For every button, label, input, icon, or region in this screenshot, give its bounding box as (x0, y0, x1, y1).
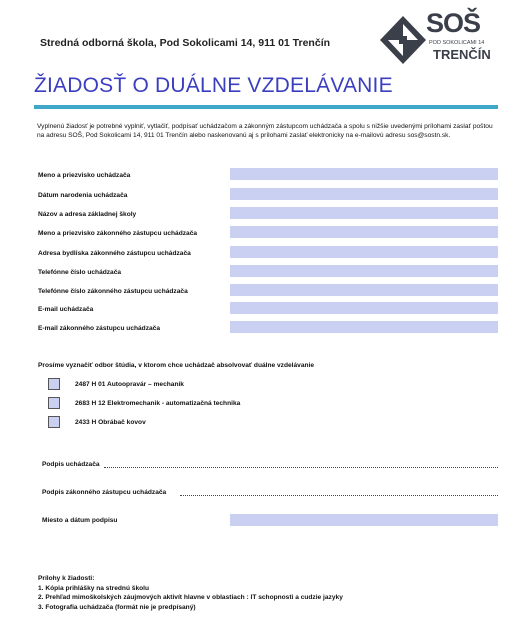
guardian-signature-line[interactable] (180, 495, 498, 496)
field-label-applicant-email: E-mail uchádzača (38, 306, 94, 313)
field-label-guardian-phone: Telefónne číslo zákonného zástupcu uchádzača (38, 288, 188, 295)
study-field-prompt: Prosíme vyznačiť odbor štúdia, v ktorom chce uchádzač absolvovať duálne vzdelávanie (38, 362, 315, 369)
school-logo (378, 10, 496, 68)
guardian-name-field[interactable] (230, 226, 498, 238)
field-label-applicant-phone: Telefónne číslo uchádzača (38, 269, 122, 276)
study-option-label: 2487 H 01 Autoopravár – mechanik (75, 381, 184, 388)
guardian-address-field[interactable] (230, 246, 498, 258)
logo-abbr: SOŠ (426, 8, 481, 38)
attachments-title: Prílohy k žiadosti: (38, 575, 95, 582)
place-date-label: Miesto a dátum podpisu (42, 517, 118, 524)
field-label-school: Názov a adresa základnej školy (38, 211, 137, 218)
applicant-email-field[interactable] (230, 302, 498, 314)
study-option-label: 2683 H 12 Elektromechanik - automatizačná technika (75, 400, 241, 407)
applicant-signature-label: Podpis uchádzača (42, 461, 100, 468)
attachment-item: 3. Fotografia uchádzača (formát nie je predpísaný) (38, 603, 196, 611)
guardian-signature-label: Podpis zákonného zástupcu uchádzača (42, 489, 167, 496)
title-divider (34, 105, 498, 109)
place-date-field[interactable] (230, 514, 498, 526)
form-title: ŽIADOSŤ O DUÁLNE VZDELÁVANIE (34, 74, 393, 97)
guardian-phone-field[interactable] (230, 284, 498, 296)
field-label-guardian-name: Meno a priezvisko zákonného zástupcu uchádzača (38, 230, 198, 237)
field-label-applicant-name: Meno a priezvisko uchádzača (38, 172, 131, 179)
field-label-guardian-address: Adresa bydliska zákonného zástupcu uchádzača (38, 250, 191, 257)
logo-subtitle: POD SOKOLICAMI 14 (429, 40, 485, 46)
logo-city: TRENČÍN (433, 47, 491, 62)
field-label-birth-date: Dátum narodenia uchádzača (38, 192, 128, 199)
study-option-label: 2433 H Obrábač kovov (75, 419, 146, 426)
attachments-list (38, 574, 343, 612)
guardian-email-field[interactable] (230, 321, 498, 333)
school-address: Stredná odborná škola, Pod Sokolicami 14, 911 01 Trenčín (40, 37, 331, 49)
field-label-guardian-email: E-mail zákonného zástupcu uchádzača (38, 325, 161, 332)
applicant-name-field[interactable] (230, 168, 498, 180)
study-option-checkbox-autoopravar[interactable] (48, 378, 60, 390)
logo-emblem-icon (378, 14, 428, 66)
attachment-item: 2. Prehľad mimoškolských záujmových aktivít hlavne v oblastiach : IT schopnosti a cudzie jazyky (38, 594, 343, 602)
form-instructions: Vyplnenú žiadosť je potrebné vyplniť, vytlačiť, podpísať uchádzačom a zákonným zástupcom uchádzača a spolu s nižšie uvedenými prílohami zaslať poštou na adresu SOŠ, Pod Sokolicami 14, 911 01 Trenčín alebo naskenovanú aj s prílohami zaslať elektronicky na e-mailovú adresu sos@sostn.sk. (37, 123, 493, 140)
applicant-signature-line[interactable] (104, 467, 498, 468)
study-option-checkbox-elektromechanik[interactable] (48, 397, 60, 409)
applicant-phone-field[interactable] (230, 265, 498, 277)
birth-date-field[interactable] (230, 188, 498, 200)
attachment-item: 1. Kópia prihlášky na strednú školu (38, 584, 150, 592)
study-option-checkbox-obrabac[interactable] (48, 416, 60, 428)
school-field[interactable] (230, 207, 498, 219)
